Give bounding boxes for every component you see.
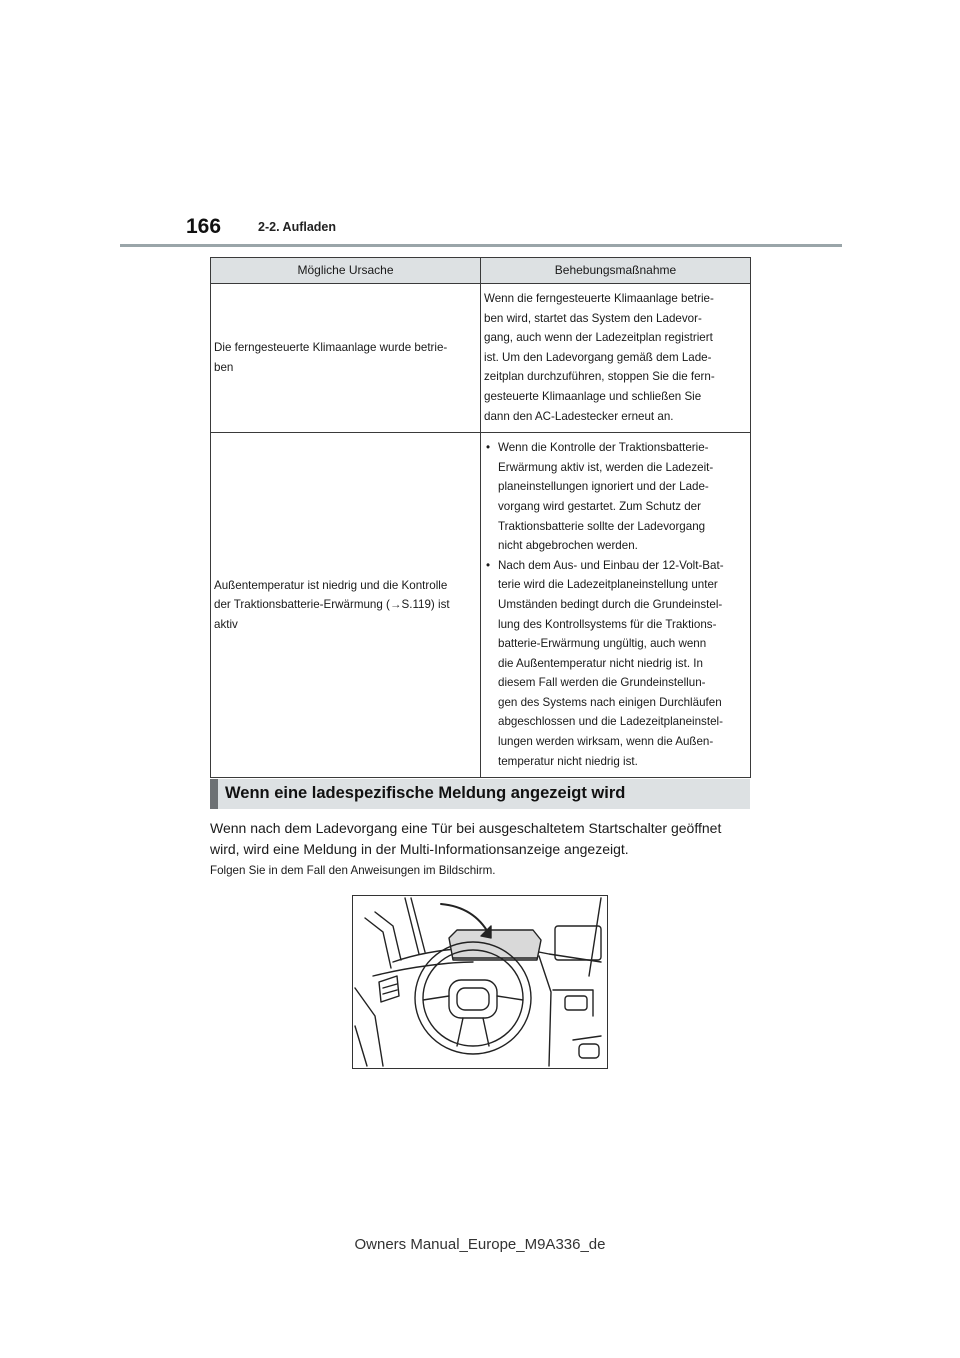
- section-heading: [210, 779, 750, 809]
- cause-cell: [211, 284, 481, 433]
- table-row: [211, 284, 751, 433]
- cause-remedy-table: [210, 257, 751, 778]
- instruction-note: Folgen Sie in dem Fall den Anweisungen im Bildschirm.: [210, 864, 496, 877]
- page-number: 166: [186, 215, 222, 238]
- list-item: • Nach dem Aus- und Einbau der 12-Volt-Bat- terie wird die Ladezeitplaneinstellung unter Umständen bedingt durch die Grundeinstel- lung des Kontrollsystems für die Traktions- batterie-Erwärmung ungültig, auch wenn die Außentemperatur nicht niedrig ist. In diesem Fall werden die Grundeinstellun- gen des Systems nach einigen Durchläufen abgeschlossen und die Ladezeitplaneinstel- lungen werden wirksam, wenn die Außen- temperatur nicht niedrig ist.: [484, 556, 747, 772]
- table-header-row: [211, 258, 751, 284]
- windshield-frame: [365, 918, 391, 968]
- section-label: 2-2. Aufladen: [258, 220, 337, 234]
- dashboard-drawing: [353, 896, 607, 1068]
- remedy-bullet-list: [484, 438, 747, 771]
- remedy-cell: [481, 284, 751, 433]
- remedy-cell: [481, 433, 751, 778]
- dashboard-illustration: [352, 895, 608, 1069]
- cause-cell: [211, 433, 481, 778]
- footer: Owners Manual_Europe_M9A336_de: [354, 1236, 606, 1253]
- header-rule: [120, 244, 842, 247]
- body-paragraph: Wenn nach dem Ladevorgang eine Tür bei ausgeschaltetem Startschalter geöffnet wird, wird eine Meldung in der Multi-Informationsanzeige angezeigt.: [210, 820, 722, 857]
- table-row: [211, 433, 751, 778]
- cause-text: Die ferngesteuerte Klimaanlage wurde betrie- ben: [214, 341, 448, 375]
- heading-accent-bar: [210, 779, 218, 809]
- column-header-cause: Mögliche Ursache: [211, 258, 481, 284]
- section-heading-text: Wenn eine ladespezifische Meldung angezeigt wird: [225, 784, 626, 802]
- column-header-remedy: Behebungsmaßnahme: [481, 258, 751, 284]
- remedy-text: Wenn die ferngesteuerte Klimaanlage betrie- ben wird, startet das System den Ladevor- gang, auch wenn der Ladezeitplan registriert ist. Um den Ladevorgang gemäß dem Lade- zeitplan durchzuführen, stoppen Sie die fern- gesteuerte Klimaanlage und schließen Sie dann den AC-Ladestecker erneut an.: [484, 292, 715, 423]
- list-item: • Wenn die Kontrolle der Traktionsbatterie- Erwärmung aktiv ist, werden die Ladezeit- planeinstellungen ignoriert und der Lade- vorgang wird gestartet. Zum Schutz der Traktionsbatterie sollte der Ladevorgang nicht abgebrochen werden.: [484, 438, 747, 556]
- steering-hub: [449, 980, 497, 1018]
- air-vent: [379, 976, 399, 1002]
- cause-text: Außentemperatur ist niedrig und die Kontrolle der Traktionsbatterie-Erwärmung (→S.119) ist aktiv: [214, 578, 450, 631]
